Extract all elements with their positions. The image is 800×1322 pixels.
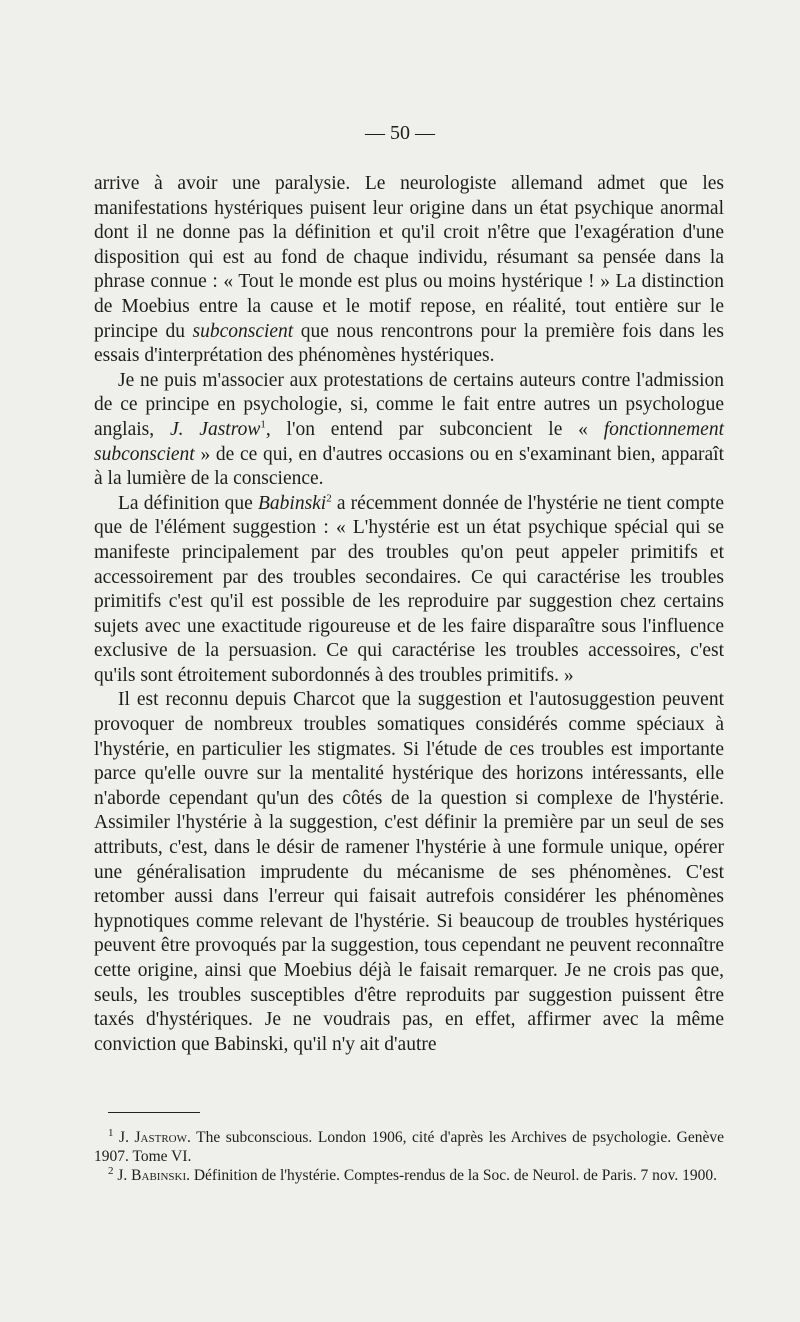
footnote-ref-1[interactable]: 1 [260, 418, 266, 431]
footnote-ref-2[interactable]: 2 [326, 492, 332, 505]
footnote-2: $^2$ J. Babinski. Définition de l'hystérie. Comptes-rendus de la Soc. de Neurol. de Paris. 7 nov. 1900. [108, 1164, 717, 1184]
paragraph-1: arrive à avoir une paralysie. Le neurologiste allemand admet que les manifestations hystériques puisent leur origine dans un état psychique anormal dont il ne donne pas la définition et qu'il croit n'être que l'exagération d'une disposition qui est au fond de chaque individu, résumant sa pensée dans la phrase connue : « Tout le monde est plus ou moins hystérique ! » La distinction de Moebius entre la cause et le motif repose, en réalité, tout entière sur le principe du subconscient que nous rencontrons pour la première fois dans les essais d'interprétation des phénomènes hystériques. [94, 173, 725, 367]
paragraph-2: Je ne puis m'associer aux protestations de certains auteurs contre l'admission de ce principe en psychologie, si, comme le fait entre autres un psychologue anglais, J. Jastrow$^1$, l'on entend par subconcient le « fonctionnement subconscient » de ce qui, en d'autres occasions ou en s'examinant bien, apparaît à la lumière de la conscience. [94, 369, 724, 490]
paragraph-4: Il est reconnu depuis Charcot que la suggestion et l'autosuggestion peuvent provoquer de nombreux troubles somatiques considérés comme spéciaux à l'hystérie, en particulier les stigmates. Si l'étude de ces troubles est importante parce qu'elle ouvre sur la mentalité hystérique des horizons intéressants, elle n'aborde cependant qu'un des côtés de la question si complexe de l'hystérie. Assimiler l'hystérie à la suggestion, c'est définir la première par un seul de ses attributs, c'est, dans le désir de ramener l'hystérie à une formule unique, opérer une généralisation imprudente du mécanisme de ses phénomènes. C'est retomber aussi dans l'erreur qui faisait autrefois considérer les phénomènes hypnotiques comme relevant de l'hystérie. Si beaucoup de troubles hystériques peuvent être provoqués par la suggestion, tous cependant ne peuvent reconnaître cette origine, ainsi que Moebius déjà le faisait remarquer. Je ne crois pas que, seuls, les troubles susceptibles d'être reproduits par suggestion puissent être taxés d'hystériques. Je ne voudrais pas, en effet, affirmer avec la même conviction que Babinski, qu'il n'y ait d'autre [94, 689, 724, 1055]
body-text [94, 172, 724, 1057]
footnote-1: $^1$ J. Jastrow. The subconscious. London 1906, cité d'après les Archives de psychologie. Genève 1907. Tome VI. [94, 1126, 724, 1165]
emphasis-subconscient: subconscient [192, 320, 294, 342]
footnotes [94, 1128, 724, 1185]
emphasis-jastrow: J. Jastrow [169, 418, 261, 440]
footnote-divider [108, 1112, 200, 1113]
emphasis-fonctionnement: fonctionnement subconscient [94, 418, 724, 465]
emphasis-babinski: Babinski [257, 492, 327, 514]
page-number: — 50 — [365, 122, 435, 144]
paragraph-3: La définition que Babinski$^2$ a récemment donnée de l'hystérie ne tient compte que de l'élément suggestion : « L'hystérie est un état psychique spécial qui se manifeste principalement par des troubles qu'on peut appeler primitifs et accessoirement par des troubles secondaires. Ce qui caractérise les troubles primitifs c'est qu'il est possible de les reproduire par suggestion chez certains sujets avec une exactitude rigoureuse et de les faire disparaître sous l'influence exclusive de la persuasion. Ce qui caractérise les troubles accessoires, c'est qu'ils sont étroitement subordonnés à des troubles primitifs. » [94, 492, 724, 686]
